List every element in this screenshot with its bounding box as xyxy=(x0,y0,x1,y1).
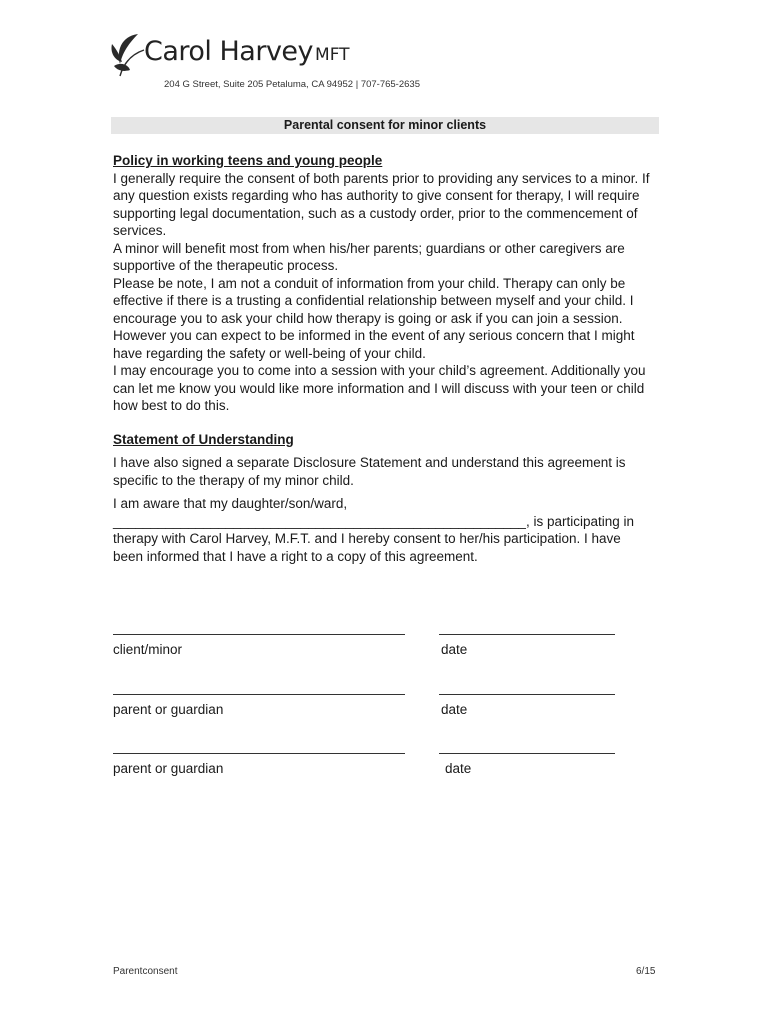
policy-paragraph: I may encourage you to come into a session with your child’s agreement. Additionally you can let me know you would like more information and I will discuss with your teen or child how best to do this. xyxy=(113,363,646,413)
brand-name-text: Carol Harvey xyxy=(144,36,314,67)
signature-row xyxy=(113,694,633,728)
policy-paragraph: Please be note, I am not a conduit of information from your child. Therapy can only be effective if there is a trusting a confidential relationship between myself and your child. I encourage you to ask your child how therapy is going or ask if you can join a session. However you can expect to be informed in the event of any serious concern that I might have regarding the safety or well-being of your child. xyxy=(113,275,635,361)
date-line[interactable] xyxy=(439,634,615,635)
policy-paragraph: A minor will benefit most from when his/her parents; guardians or other caregivers are supportive of the therapeutic process. xyxy=(113,240,625,273)
policy-heading: Policy in working teens and young people xyxy=(113,153,383,168)
document-body xyxy=(113,152,653,565)
date-line[interactable] xyxy=(439,694,615,695)
date-label: date xyxy=(445,761,472,776)
brand-suffix: MFT xyxy=(315,45,350,65)
signature-label: parent or guardian xyxy=(113,702,224,717)
statement-paragraph: I have also signed a separate Disclosure Statement and understand this agreement is specific to the therapy of my minor child. xyxy=(113,455,626,488)
footer-right: 6/15 xyxy=(636,966,656,977)
statement-paragraph: _______________________________________________________, is participating in therapy with Carol Harvey, M.F.T. and I hereby consent to her/his participation. I have been informed that I have a right to a copy of this agreement. xyxy=(113,513,634,564)
date-line[interactable] xyxy=(439,753,615,754)
brand-name xyxy=(144,36,350,67)
statement-paragraph: I am aware that my daughter/son/ward, xyxy=(113,496,348,511)
date-label: date xyxy=(441,702,468,717)
statement-heading: Statement of Understanding xyxy=(113,431,294,447)
date-label: date xyxy=(441,642,468,657)
address-line: 204 G Street, Suite 205 Petaluma, CA 94952 | 707-765-2635 xyxy=(164,79,420,90)
signature-line[interactable] xyxy=(113,753,405,754)
signature-label: parent or guardian xyxy=(113,761,224,776)
signature-row xyxy=(113,753,633,787)
document-title: Parental consent for minor clients xyxy=(111,117,659,134)
signature-row xyxy=(113,634,633,668)
signature-line[interactable] xyxy=(113,694,405,695)
leaf-icon xyxy=(108,32,148,78)
footer-left: Parentconsent xyxy=(113,966,178,977)
policy-paragraph: I generally require the consent of both parents prior to providing any services to a minor. If any question exists regarding who has authority to give consent for therapy, I will require supporting legal documentation, such as a custody order, prior to the commencement of services. xyxy=(113,170,650,238)
letterhead xyxy=(108,32,488,96)
signature-label: client/minor xyxy=(113,642,183,657)
signature-line[interactable] xyxy=(113,634,405,635)
